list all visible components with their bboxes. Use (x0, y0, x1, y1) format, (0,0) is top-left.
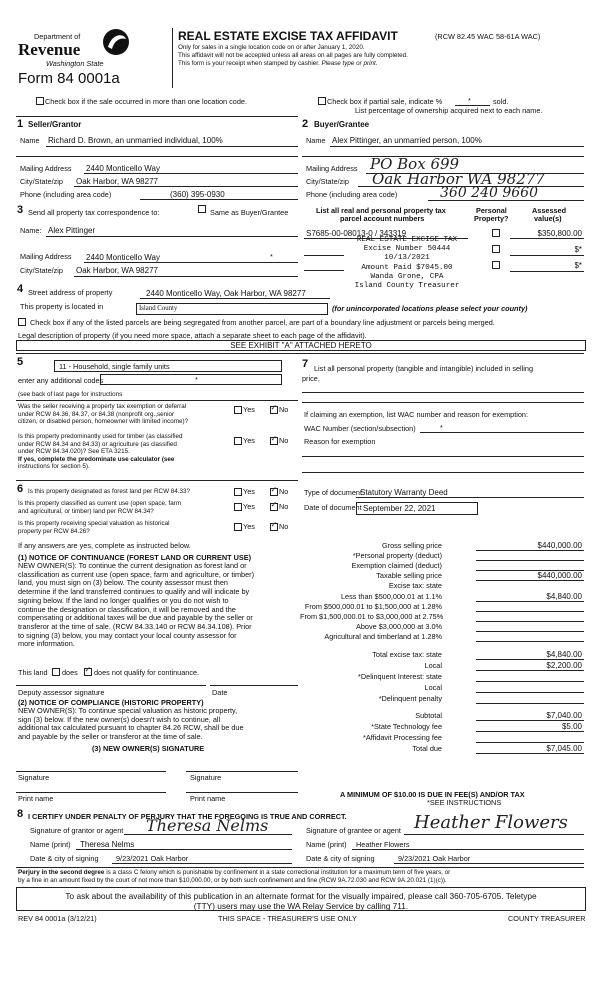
grantor-name[interactable]: Theresa Nelms (80, 840, 135, 849)
land-does-label: does (62, 668, 78, 677)
parcel-row3-value-line (510, 271, 584, 272)
calc-gross-line (476, 550, 584, 551)
stamp-line5: Wanda Grone, CPA (370, 272, 444, 281)
segregated-checkbox[interactable] (18, 318, 26, 326)
header-divider (172, 28, 173, 88)
sec5-q-topline (16, 400, 298, 401)
q2-line2: under RCW 84.34 and 84.33) or agriculture (as classified (18, 440, 177, 448)
calc-total-state-value[interactable]: $4,840.00 (546, 650, 582, 659)
grantor-date-line (112, 863, 292, 864)
parcel-row1-account[interactable]: S7685-00-08013-0 / 343319 (306, 229, 407, 238)
segregated-label: Check box if any of the listed parcels are being segregated from another parcel, are part of a boundary line adjustment or parcels being merged. (30, 318, 495, 327)
sec6-q3-line2: property per RCW 84.26? (18, 527, 90, 535)
corr-name[interactable]: Alex Pittinger (48, 226, 96, 235)
seller-city[interactable]: Oak Harbor, WA 98277 (76, 177, 158, 186)
sec6-q2-yes-label: Yes (243, 502, 255, 511)
calc-tier5-label: Agricultural and timberland at 1.28% (324, 632, 442, 641)
calc-tier2-line (476, 611, 584, 612)
grantee-sig-line (404, 834, 584, 835)
claim-label: If claiming an exemption, list WAC number and reason for exemption: (304, 410, 529, 419)
sec7-text2: price. (302, 374, 320, 383)
wac-line (420, 432, 584, 433)
sec6-q1-no-label: No (279, 487, 289, 496)
calc-tier3-label: From $1,500,000.01 to $3,000,000 at 2.75% (300, 612, 444, 621)
grantor-sig-label: Signature of grantor or agent (30, 826, 124, 835)
buyer-name[interactable]: Alex Pittinger, an unmarried person, 100% (332, 136, 482, 145)
sec7-line1 (302, 392, 584, 393)
q1-no-label: No (279, 405, 289, 414)
same-as-buyer-label: Same as Buyer/Grantee (210, 208, 289, 217)
notice1-body (18, 562, 254, 649)
seller-name-label: Name (20, 136, 40, 145)
corr-name-label: Name: (20, 226, 42, 235)
calc-local-line (476, 670, 584, 671)
wac-value[interactable]: * (440, 423, 443, 432)
grantee-sig-label: Signature of grantee or agent (306, 826, 401, 835)
same-as-buyer-checkbox[interactable] (198, 205, 206, 213)
notice2-line-3: additional tax calculated pursuant to chapter 84.26 RCW, shall be due (18, 723, 244, 733)
corr-city[interactable]: Oak Harbor, WA 98277 (76, 266, 158, 275)
calc-techfee-line (476, 731, 584, 732)
parcel-row3-personal-checkbox[interactable] (492, 261, 500, 269)
q2-yes-checkbox[interactable] (234, 437, 242, 445)
owner-sig1-label: Signature (18, 773, 50, 782)
q2-line5: instructions for section 5). (18, 463, 90, 471)
stamp-line1: REAL ESTATE EXCISE TAX (356, 236, 458, 244)
sec6-q2-no-checkbox[interactable] (270, 503, 278, 511)
correspondence-label: Send all property tax correspondence to: (28, 208, 160, 217)
county-select[interactable] (136, 303, 328, 315)
buyer-phone-line (428, 200, 584, 201)
stamp-line6: Island County Treasurer (354, 282, 460, 291)
street-label: Street address of property (28, 288, 113, 297)
calc-affidavit-line (476, 742, 584, 743)
calc-taxable-label: Taxable selling price (376, 571, 442, 580)
calc-personal-line (476, 560, 584, 561)
calc-total-label: Total due (412, 744, 442, 753)
calc-total-state-label: Total excise tax: state (372, 650, 442, 659)
calc-exemption-label: Exemption claimed (deduct) (351, 561, 442, 570)
seller-city-label: City/State/zip (20, 177, 63, 186)
sec4-number: 4 (17, 283, 24, 295)
additional-codes-input[interactable] (100, 374, 282, 385)
notice1-line-1: NEW OWNER(S): To continue the current designation as forest land or (18, 561, 247, 570)
buyer-phone[interactable]: 360 240 9660 (440, 185, 538, 201)
calc-delinq-local-label: Local (424, 683, 442, 692)
reason-line2 (302, 472, 584, 473)
notice2-body (18, 707, 244, 742)
owner-print2-line (186, 792, 298, 793)
sec6-q3-text (18, 520, 170, 535)
parcel-row1-personal-checkbox[interactable] (492, 229, 500, 237)
calc-tier1-line (476, 601, 584, 602)
calc-affidavit-label: *Affidavit Processing fee (363, 733, 442, 742)
multi-location-checkbox[interactable] (36, 97, 44, 105)
sec6-topline (16, 480, 298, 481)
buyer-city-label: City/State/zip (306, 177, 349, 186)
sec6-q3-no-checkbox[interactable] (270, 523, 278, 531)
sec6-q2-no-label: No (279, 502, 289, 511)
notice1-line-5: signing below. If the land no longer qualifies or you do not wish to (18, 595, 229, 605)
sec6-q1-no-checkbox[interactable] (270, 488, 278, 496)
calc-penalty-line (476, 703, 584, 704)
calc-total-line (476, 753, 584, 754)
owner-sig2-line (186, 771, 298, 772)
assessed-head1: Assessed (532, 206, 567, 215)
notice1-line-6: continue the designation or classification, it will be removed and the (18, 604, 236, 614)
calc-delinq-local-line (476, 692, 584, 693)
personal-head2: Property? (474, 214, 509, 223)
corr-city-line (74, 276, 298, 277)
calc-total-state-line (476, 659, 584, 660)
notice1-line-2: classification as current use (open space, farm and agriculture, or timber) (18, 569, 255, 579)
legal-description-box[interactable] (16, 340, 586, 351)
accessibility-box (16, 887, 586, 911)
perjury-bold: Perjury in the second degree (18, 869, 105, 876)
grantor-date[interactable]: 9/23/2021 Oak Harbor (116, 854, 189, 863)
sec6-q3-yes-checkbox[interactable] (234, 523, 242, 531)
assessed-head2: value(s) (534, 214, 562, 223)
sec5-topline (16, 353, 584, 354)
parcel-row2-value-line (510, 255, 584, 256)
doc-date-input[interactable] (356, 502, 478, 515)
notice1-heading: (1) NOTICE OF CONTINUANCE (FOREST LAND OR CURRENT USE) (18, 553, 252, 562)
calc-local-value[interactable]: $2,200.00 (546, 661, 582, 670)
parcel-row3-value[interactable]: $* (574, 261, 582, 270)
street-line (140, 298, 330, 299)
calc-subtotal-value[interactable]: $7,040.00 (546, 711, 582, 720)
treasurer-stamp (342, 236, 472, 291)
q1-line1: Was the seller receiving a property tax exemption or deferral (18, 403, 187, 410)
county-treasurer: COUNTY TREASURER (508, 914, 586, 923)
calc-tier1-value[interactable]: $4,840.00 (546, 592, 582, 601)
sec6-q2-yes-checkbox[interactable] (234, 503, 242, 511)
treasurer-space: THIS SPACE - TREASURER'S USE ONLY (218, 914, 357, 923)
buyer-mail[interactable]: PO Box 699 (370, 155, 460, 173)
calc-tier3-line (476, 621, 584, 622)
sec7-text1: List all personal property (tangible and intangible) included in selling (314, 364, 534, 373)
calc-excise-label: Excise tax: state (388, 581, 442, 590)
grantee-signature[interactable]: Heather Flowers (414, 812, 568, 833)
q1-yes-label: Yes (243, 405, 255, 414)
land-does-checkbox[interactable] (52, 668, 60, 676)
partial-sale-label-b: sold. (493, 97, 509, 106)
sec7-number: 7 (302, 358, 309, 370)
q2-no-checkbox[interactable] (270, 437, 278, 445)
sec8-number: 8 (17, 808, 24, 820)
calc-gross-label: Gross selling price (381, 541, 442, 550)
dept-line2: Revenue (18, 40, 81, 59)
grantor-date-label: Date & city of signing (30, 854, 99, 863)
calc-tier2-label: From $500,000.01 to $1,500,000 at 1.28% (304, 602, 442, 611)
seller-name[interactable]: Richard D. Brown, an unmarried individual, 100% (48, 136, 223, 145)
corr-mail-line (84, 262, 298, 263)
dept-line3: Washington State (46, 59, 104, 68)
legal-description: SEE EXHIBIT "A" ATTACHED HERETO (230, 341, 372, 350)
seller-heading: Seller/Grantor (28, 120, 82, 129)
land-does-not-label: does not qualify for continuance. (94, 668, 200, 677)
sec6-q3-yes-label: Yes (243, 522, 255, 531)
reason-line1 (302, 456, 584, 457)
land-does-not-checkbox[interactable] (84, 668, 92, 676)
q2-yes-label: Yes (243, 436, 255, 445)
notice3-heading: (3) NEW OWNER(S) SIGNATURE (92, 744, 205, 753)
buyer-city[interactable]: Oak Harbor WA 98277 (372, 170, 545, 188)
sec6-number: 6 (17, 483, 24, 495)
sec1-number: 1 (17, 118, 24, 130)
calc-taxable-value[interactable]: $440,000.00 (537, 571, 582, 580)
q2-text (18, 433, 183, 471)
deputy-date-label: Date (212, 688, 228, 697)
grantee-date-label: Date & city of signing (306, 854, 375, 863)
doc-type-label: Type of document (304, 488, 363, 497)
parcel-row3-line (304, 270, 344, 271)
buyer-heading: Buyer/Grantee (314, 120, 370, 129)
notice2-line-2: sign (3) below. If the new owner(s) doesn't wish to continue, all (18, 714, 221, 724)
buyer-mail-label: Mailing Address (306, 164, 358, 173)
calc-techfee-value[interactable]: $5.00 (561, 722, 582, 731)
sec1-topline (16, 116, 298, 117)
seller-phone-line (140, 199, 298, 200)
doc-date-value: September 22, 2021 (363, 504, 436, 513)
sub-line3: This form is your receipt when stamped by cashier. Please type or print. (178, 60, 378, 67)
calc-tier5-line (476, 641, 584, 642)
sec6-q1-yes-checkbox[interactable] (234, 488, 242, 496)
use-code-value: 11 - Household, single family units (59, 362, 170, 371)
rev-number: REV 84 0001a (3/12/21) (18, 914, 97, 923)
corr-city-label: City/State/zip (20, 266, 63, 275)
partial-pct-value: * (468, 96, 471, 105)
access-line2: (TTY) users may use the WA Relay Service by calling 711. (193, 901, 409, 911)
partial-sale-checkbox[interactable] (318, 97, 326, 105)
doc-type-line (356, 497, 584, 498)
doc-date-label: Date of document (304, 503, 362, 512)
calc-personal-label: *Personal property (deduct) (352, 551, 442, 560)
certify-text: I CERTIFY UNDER PENALTY OF PERJURY THAT THE FOREGOING IS TRUE AND CORRECT. (28, 812, 347, 821)
seller-mail-label: Mailing Address (20, 164, 72, 173)
additional-codes-label: enter any additional codes (18, 376, 104, 385)
notice2-line-4: and payable by the seller or transferor at the time of sale. (18, 732, 203, 742)
seller-phone[interactable]: (360) 395-0930 (170, 190, 225, 199)
seller-city-line (74, 186, 298, 187)
grantor-signature[interactable]: Theresa Nelms (146, 816, 269, 835)
calc-taxable-line (476, 580, 584, 581)
q2-line4: If yes, complete the predominate use calculator (see (18, 455, 175, 463)
grantee-name[interactable]: Heather Flowers (356, 840, 410, 849)
corr-mail-label: Mailing Address (20, 252, 72, 261)
corr-mail[interactable]: 2440 Monticello Way (86, 253, 160, 262)
seller-mail-line (84, 173, 298, 174)
located-label: This property is located in (20, 302, 104, 311)
calc-gross-value[interactable]: $440,000.00 (537, 541, 582, 550)
q1-line3: citizen, or disabled person, homeowner with limited income)? (18, 418, 189, 426)
seller-mail[interactable]: 2440 Monticello Way (86, 164, 160, 173)
grantor-name-label: Name (print) (30, 840, 71, 849)
parcel-row2-value[interactable]: $* (574, 245, 582, 254)
sec3-number: 3 (17, 204, 24, 216)
calc-local-label: Local (424, 661, 442, 670)
parcel-row2-line (304, 255, 344, 256)
parcel-row2-personal-checkbox[interactable] (492, 245, 500, 253)
perjury-line1: is a class C felony which is punishable by confinement in a state correctional institution for a maximum term of five years, or (106, 869, 451, 876)
stamp-line4: Amount Paid $7045.00 (361, 263, 453, 272)
buyer-name-line (330, 146, 584, 147)
sec5-number: 5 (17, 356, 24, 368)
calc-tier4-line (476, 631, 584, 632)
notice2-line-1: NEW OWNER(S): To continue special valuation as historic property, (18, 706, 238, 715)
see-back-note: (see back of last page for instructions (18, 391, 123, 398)
county-value: Island County (139, 305, 178, 312)
wac-label: WAC Number (section/subsection) (304, 424, 416, 433)
q1-no-checkbox[interactable] (270, 406, 278, 414)
q2-no-label: No (279, 436, 289, 445)
corr-mail-mark: * (270, 252, 273, 261)
parcel-head1: List all real and personal property tax (316, 206, 446, 215)
sub-line2: This affidavit will not be accepted unless all areas on all pages are fully completed. (178, 52, 408, 59)
sec6-q2-text (18, 500, 181, 515)
county-note: (for unincorporated locations please select your county) (332, 304, 528, 313)
deputy-date-line (210, 685, 298, 686)
q1-yes-checkbox[interactable] (234, 406, 242, 414)
legal-label: Legal description of property (if you need more space, attach a separate sheet to each page of the affidavit). (18, 331, 367, 340)
partial-sale-label-a: Check box if partial sale, indicate % (327, 97, 443, 106)
q1-text (18, 403, 188, 426)
dept-line1: Department of (34, 32, 81, 41)
sec6-q2-line2: and agricultural, or timber) land per RCW 84.34? (18, 507, 154, 515)
calc-delinq-state-line (476, 681, 584, 682)
q1-line2: under RCW 84.36, 84.37, or 84.38 (nonprofit org.,senior (18, 410, 175, 418)
owner-print2-label: Print name (190, 794, 226, 803)
use-code-select[interactable] (54, 360, 282, 372)
sub-line1: Only for sales in a single location code on or after January 1, 2020. (178, 44, 365, 51)
form-title-ref: (RCW 82.45 WAC 58-61A WAC) (435, 32, 541, 41)
q2-line3: under RCW 84.34.020)? See ETA 3215. (18, 448, 130, 456)
additional-codes-value: * (195, 375, 198, 384)
notice1-line-10: more information. (18, 639, 75, 649)
deputy-sig-line (16, 685, 206, 686)
parcel-row1-value-line (510, 238, 584, 239)
notice1-line-3: land, you must sign on (3) below. The county assessor must then (18, 578, 228, 588)
stamp-line2: Excise Number 50444 (363, 245, 451, 254)
notice1-line-4: determine if the land transferred continues to qualify and will indicate by (18, 587, 250, 597)
notice1-line-9: to signing (3) below, you may contact your local county assessor for (18, 630, 237, 640)
sec6-q1: Is this property designated as forest land per RCW 84.33? (28, 488, 191, 495)
minimum-note: A MINIMUM OF $10.00 IS DUE IN FEE(S) AND/OR TAX (340, 790, 525, 799)
reason-label: Reason for exemption (304, 437, 376, 446)
calc-subtotal-label: Subtotal (415, 711, 442, 720)
sec6-q3-line1: Is this property receiving special valuation as historical (18, 520, 170, 527)
perjury-line2: by a fine in an amount fixed by the court of not more than $10,000.00, or by both such confinement and fine (RCW 9A.72.030 and RCW 9A.20.021 (1)(c)). (18, 876, 447, 884)
sec6-answer-note: If any answers are yes, complete as instructed below. (18, 541, 191, 550)
sec7-line2 (302, 402, 584, 403)
partial-note: List percentage of ownership acquired next to each name. (355, 106, 543, 115)
calc-delinq-state-label: *Delinquent Interest: state (358, 672, 442, 681)
owner-print1-label: Print name (18, 794, 54, 803)
dor-logo-icon (102, 27, 130, 57)
perjury-notice (18, 869, 450, 885)
seller-phone-label: Phone (including area code) (20, 190, 112, 199)
doc-type[interactable]: Statutory Warranty Deed (360, 488, 448, 497)
grantee-date-line (394, 863, 584, 864)
notice2-heading: (2) NOTICE OF COMPLIANCE (HISTORIC PROPERTY) (18, 698, 204, 707)
owner-sig2-label: Signature (190, 773, 222, 782)
form-title: REAL ESTATE EXCISE TAX AFFIDAVIT (178, 29, 398, 43)
seller-sep (16, 156, 298, 157)
grantee-name-label: Name (print) (306, 840, 347, 849)
calc-tier4-label: Above $3,000,000 at 3.0% (355, 622, 442, 631)
multi-location-label: Check box if the sale occurred in more than one location code. (45, 97, 247, 106)
grantee-date[interactable]: 9/23/2021 Oak Harbor (398, 854, 471, 863)
sec2-number: 2 (302, 118, 309, 130)
calc-tier1-label: Less than $500,000.01 at 1.1% (340, 592, 442, 601)
grantee-name-line (352, 849, 584, 850)
calc-penalty-label: *Delinquent penalty (378, 694, 442, 703)
parcel-row1-value[interactable]: $350,800.00 (537, 229, 582, 238)
buyer-phone-label: Phone (including area code) (306, 190, 398, 199)
footer-topline (16, 867, 584, 868)
calc-techfee-label: *State Technology fee (371, 722, 442, 731)
grantor-sig-line (124, 834, 292, 835)
parcel-head2: parcel account numbers (340, 214, 425, 223)
access-line1: To ask about the availability of this publication in an alternate format for the visually impaired, please call 360-705-6705. Teletype (65, 891, 537, 901)
form-number: Form 84 0001a (18, 70, 120, 87)
owner-print1-line (16, 792, 166, 793)
corr-name-line (46, 236, 298, 237)
seller-name-line (46, 146, 298, 147)
sec6-q3-no-label: No (279, 522, 289, 531)
buyer-name-label: Name (306, 136, 326, 145)
see-instructions: *SEE INSTRUCTIONS (427, 798, 502, 807)
this-land-label: This land (18, 668, 48, 677)
street-address[interactable]: 2440 Monticello Way, Oak Harbor, WA 98277 (146, 289, 306, 298)
owner-sig1-line (16, 771, 166, 772)
q2-line1: Is this property predominantly used for timber (as classified (18, 433, 183, 440)
sec6-q2-line1: Is this property classified as current use (open space, farm (18, 500, 182, 507)
sec6-q1-yes-label: Yes (243, 487, 255, 496)
notice1-line-7: compensating or additional taxes will be due and payable by the seller or (18, 613, 253, 623)
deputy-label: Deputy assessor signature (18, 688, 105, 697)
personal-head1: Personal (476, 206, 507, 215)
calc-subtotal-line (476, 720, 584, 721)
stamp-line3: 10/13/2021 (384, 254, 430, 263)
grantor-name-line (76, 849, 292, 850)
calc-total-value[interactable]: $7,045.00 (546, 744, 582, 753)
notice1-line-8: transferor at the time of sale. (RCW 84.33.140 or RCW 84.34.108). Prior (18, 621, 252, 631)
